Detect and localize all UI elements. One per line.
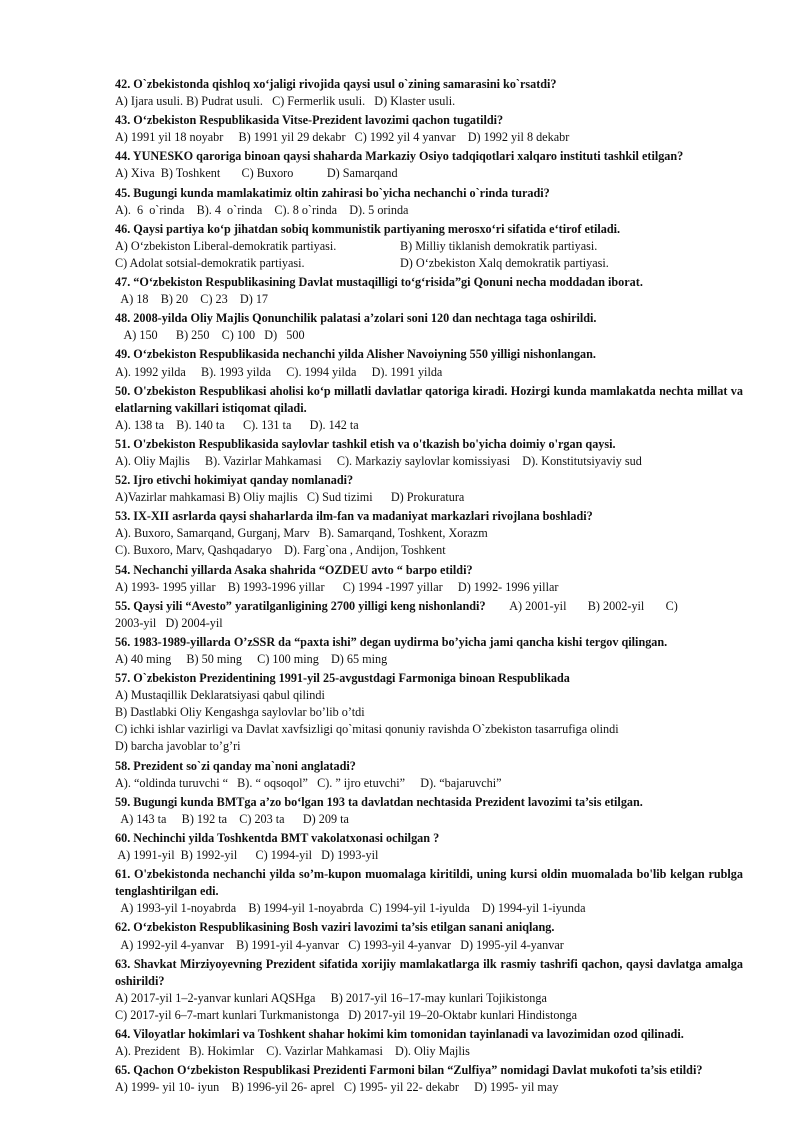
question-q42 [115, 76, 743, 110]
answer-options-line: D) barcha javoblar to’g’ri [115, 739, 241, 754]
question-list [115, 76, 743, 1098]
question-text-content: 59. Bugungi kunda BMTga a’zo bo‘lgan 193 ta davlatdan nechtasida Prezident lavozimi ta’sis etilgan. [115, 794, 643, 809]
question-q47 [115, 274, 743, 308]
question-text-content: 63. Shavkat Mirziyoyevning Prezident sifatida xorijiy mamlakatlarga ilk rasmiy tashrifi qachon, qaysi davlatga amalga oshirildi? [115, 956, 743, 988]
question-text [115, 830, 743, 847]
question-text [115, 956, 743, 990]
answer-options-line: A) 1993-yil 1-noyabrda B) 1994-yil 1-noyabrda C) 1994-yil 1-iyulda D) 1994-yil 1-iyunda [115, 901, 586, 916]
question-q55 [115, 598, 743, 632]
answer-options-line: A) Ijara usuli. B) Pudrat usuli. C) Fermerlik usuli. D) Klaster usuli. [115, 94, 456, 109]
answer-options-line: A). 138 ta B). 140 ta C). 131 ta D). 142 ta [115, 417, 359, 432]
question-text [115, 1026, 743, 1043]
question-text [115, 310, 743, 327]
answer-options-line: A). 1992 yilda B). 1993 yilda C). 1994 yilda D). 1991 yilda [115, 364, 443, 379]
answer-options-line: A) 1993- 1995 yillar B) 1993-1996 yillar C) 1994 -1997 yillar D) 1992- 1996 yillar [115, 579, 559, 594]
answer-option: D) O‘zbekiston Xalq demokratik partiyasi. [400, 255, 609, 270]
answer-options-line: A). “oldinda turuvchi “ B). “ oqsoqol” C). ” ijro etuvchi” D). “bajaruvchi” [115, 775, 502, 790]
question-text-content: 65. Qachon O‘zbekiston Respublikasi Prezidenti Farmoni bilan “Zulfiya” nomidagi Davlat mukofoti ta’sis etildi? [115, 1063, 703, 1078]
question-text [115, 758, 743, 775]
question-text-content: 56. 1983-1989-yillarda O’zSSR da “paxta ishi” degan uydirma bo’yicha jami qancha kishi tergov qilingan. [115, 634, 668, 649]
question-text-content: 43. O‘zbekiston Respublikasida Vitse-Prezident lavozimi qachon tugatildi? [115, 113, 504, 128]
question-text-content: 53. IX-XII asrlarda qaysi shaharlarda ilm-fan va madaniyat markazlari rivojlana boshladi? [115, 509, 593, 524]
question-text-content: 54. Nechanchi yillarda Asaka shahrida “OZDEU avto “ barpo etildi? [115, 562, 473, 577]
question-text-content: 49. O‘zbekiston Respublikasida nechanchi yilda Alisher Navoiyning 550 yilligi nishonlangan. [115, 347, 596, 362]
question-q44 [115, 148, 743, 182]
question-text-content: 51. O'zbekiston Respublikasida saylovlar tashkil etish va o'tkazish bo'yicha doimiy o'rgan qaysi. [115, 436, 616, 451]
question-q48 [115, 310, 743, 344]
answer-options-line: A) 1999- yil 10- iyun B) 1996-yil 26- aprel C) 1995- yil 22- dekabr D) 1995- yil may [115, 1080, 559, 1095]
question-text-content: 61. O'zbekistonda nechanchi yilda so’m-kupon muomalaga kiritildi, uning kursi oldin muomalada bo'lib kelgan rublga tenglashtirilgan edi. [115, 867, 743, 899]
question-spacer [115, 1096, 743, 1098]
answer-row [115, 255, 743, 272]
answer-option: A) O‘zbekiston Liberal-demokratik partiyasi. [115, 238, 337, 253]
question-q53 [115, 508, 743, 559]
question-q58 [115, 758, 743, 792]
question-text [115, 472, 743, 489]
question-text-content: 64. Viloyatlar hokimlari va Toshkent shahar hokimi kim tomonidan tayinlanadi va lavozimidan ozod qilinadi. [115, 1026, 684, 1041]
question-text [115, 274, 743, 291]
question-text-content: 57. O`zbekiston Prezidentining 1991-yil 25-avgustdagi Farmoniga binoan Respublikada [115, 671, 570, 686]
question-q56 [115, 634, 743, 668]
question-q45 [115, 185, 743, 219]
question-text-content: 46. Qaysi partiya ko‘p jihatdan sobiq kommunistik partiyaning merosxo‘ri sifatida e‘tirof etiladi. [115, 221, 621, 236]
question-text [115, 919, 743, 936]
answer-options-line: A). 6 o`rinda B). 4 o`rinda C). 8 o`rinda D). 5 orinda [115, 202, 409, 217]
question-text-content: 55. Qaysi yili “Avesto” yaratilganligining 2700 yilligi keng nishonlandi? [115, 598, 486, 613]
question-text [115, 562, 743, 579]
answer-options-line: 2003-yil D) 2004-yil [115, 615, 223, 630]
answer-options-line: A) 18 B) 20 C) 23 D) 17 [115, 292, 269, 307]
answer-options-line: A) 1991-yil B) 1992-yil C) 1994-yil D) 1993-yil [115, 848, 379, 863]
answer-options-line: C). Buxoro, Marv, Qashqadaryo D). Farg`ona , Andijon, Toshkent [115, 543, 446, 558]
question-text-content: 50. O'zbekiston Respublikasi aholisi ko‘p millatli davlatlar qatoriga kiradi. Hozirgi kunda mamlakatda nechta millat va elatlarning vakillari istiqomat qiladi. [115, 383, 743, 415]
question-text-content: 52. Ijro etivchi hokimiyat qanday nomlanadi? [115, 473, 354, 488]
question-text [115, 1062, 743, 1079]
question-q60 [115, 830, 743, 864]
answer-option: B) Milliy tiklanish demokratik partiyasi. [400, 238, 598, 253]
question-text [115, 148, 743, 165]
question-q61 [115, 866, 743, 917]
question-text [115, 634, 743, 651]
answer-options-line: A) Xiva B) Toshkent C) Buxoro D) Samarqand [115, 166, 398, 181]
answer-options-line: A) Mustaqillik Deklaratsiyasi qabul qilindi [115, 688, 325, 703]
question-q49 [115, 346, 743, 380]
answer-option: C) Adolat sotsial-demokratik partiyasi. [115, 255, 305, 270]
question-text [115, 598, 743, 615]
answer-options-line: A). Prezident B). Hokimlar C). Vazirlar Mahkamasi D). Oliy Majlis [115, 1044, 470, 1059]
question-text-content: 48. 2008-yilda Oliy Majlis Qonunchilik palatasi a’zolari soni 120 dan nechtaga taga oshirildi. [115, 311, 597, 326]
question-text-content: 60. Nechinchi yilda Toshkentda BMT vakolatxonasi ochilgan ? [115, 830, 440, 845]
question-text [115, 185, 743, 202]
question-text [115, 112, 743, 129]
answer-options-line: A) 143 ta B) 192 ta C) 203 ta D) 209 ta [115, 811, 349, 826]
answer-options-line: C) 2017-yil 6–7-mart kunlari Turkmanistonga D) 2017-yil 19–20-Oktabr kunlari Hindistonga [115, 1007, 578, 1022]
question-text [115, 76, 743, 93]
answer-options-line: A)Vazirlar mahkamasi B) Oliy majlis C) Sud tizimi D) Prokuratura [115, 490, 465, 505]
answer-options-line: A). Oliy Majlis B). Vazirlar Mahkamasi C). Markaziy saylovlar komissiyasi D). Konstitutsiyaviy sud [115, 453, 642, 468]
answer-options-line: A). Buxoro, Samarqand, Gurganj, Marv B). Samarqand, Toshkent, Xorazm [115, 526, 488, 541]
question-text [115, 794, 743, 811]
question-q54 [115, 562, 743, 596]
question-text [115, 508, 743, 525]
question-q63 [115, 956, 743, 1024]
answer-options-line: B) Dastlabki Oliy Kengashga saylovlar bo’lib o’tdi [115, 705, 365, 720]
question-q65 [115, 1062, 743, 1096]
question-text-content: 44. YUNESKO qaroriga binoan qaysi shaharda Markaziy Osiyo tadqiqotlari xalqaro instituti tashkil etilgan? [115, 149, 684, 164]
question-text-content: 42. O`zbekistonda qishloq xo‘jaligi rivojida qaysi usul o`zining samarasini ko`rsatdi? [115, 77, 557, 91]
answer-options-line: A) 150 B) 250 C) 100 D) 500 [115, 328, 305, 343]
answer-options-line: A) 40 ming B) 50 ming C) 100 ming D) 65 ming [115, 652, 388, 666]
question-text [115, 670, 743, 687]
question-q52 [115, 472, 743, 506]
question-q50 [115, 383, 743, 434]
answer-options-line: A) 1991 yil 18 noyabr B) 1991 yil 29 dekabr C) 1992 yil 4 yanvar D) 1992 yil 8 dekabr [115, 130, 570, 145]
answer-options-line: A) 2017-yil 1–2-yanvar kunlari AQSHga B) 2017-yil 16–17-may kunlari Tojikistonga [115, 990, 547, 1005]
question-q51 [115, 436, 743, 470]
question-text-content: 45. Bugungi kunda mamlakatimiz oltin zahirasi bo`yicha nechanchi o`rinda turadi? [115, 185, 550, 200]
question-q59 [115, 794, 743, 828]
question-text-content: 62. O‘zbekiston Respublikasining Bosh vaziri lavozimi ta’sis etilgan sanani aniqlang. [115, 920, 555, 935]
question-q57 [115, 670, 743, 755]
question-text [115, 866, 743, 900]
question-q62 [115, 919, 743, 953]
question-q43 [115, 112, 743, 146]
question-text [115, 383, 743, 417]
question-text [115, 436, 743, 453]
question-text [115, 221, 743, 238]
question-q46 [115, 221, 743, 272]
question-text-content: 58. Prezident so`zi qanday ma`noni anglatadi? [115, 758, 356, 773]
answer-options-line: C) ichki ishlar vazirligi va Davlat xavfsizligi qo`mitasi qonuniy ravishda O`zbekiston tasarrufiga olindi [115, 722, 619, 737]
answer-options-line: A) 1992-yil 4-yanvar B) 1991-yil 4-yanvar C) 1993-yil 4-yanvar D) 1995-yil 4-yanvar [115, 937, 564, 952]
question-text [115, 346, 743, 363]
question-text-content: 47. “O‘zbekiston Respublikasining Davlat mustaqilligi to‘g‘risida”gi Qonuni necha moddadan iborat. [115, 275, 643, 290]
answer-row [115, 238, 743, 255]
question-q64 [115, 1026, 743, 1060]
inline-answer-options: A) 2001-yil B) 2002-yil C) [485, 598, 678, 613]
